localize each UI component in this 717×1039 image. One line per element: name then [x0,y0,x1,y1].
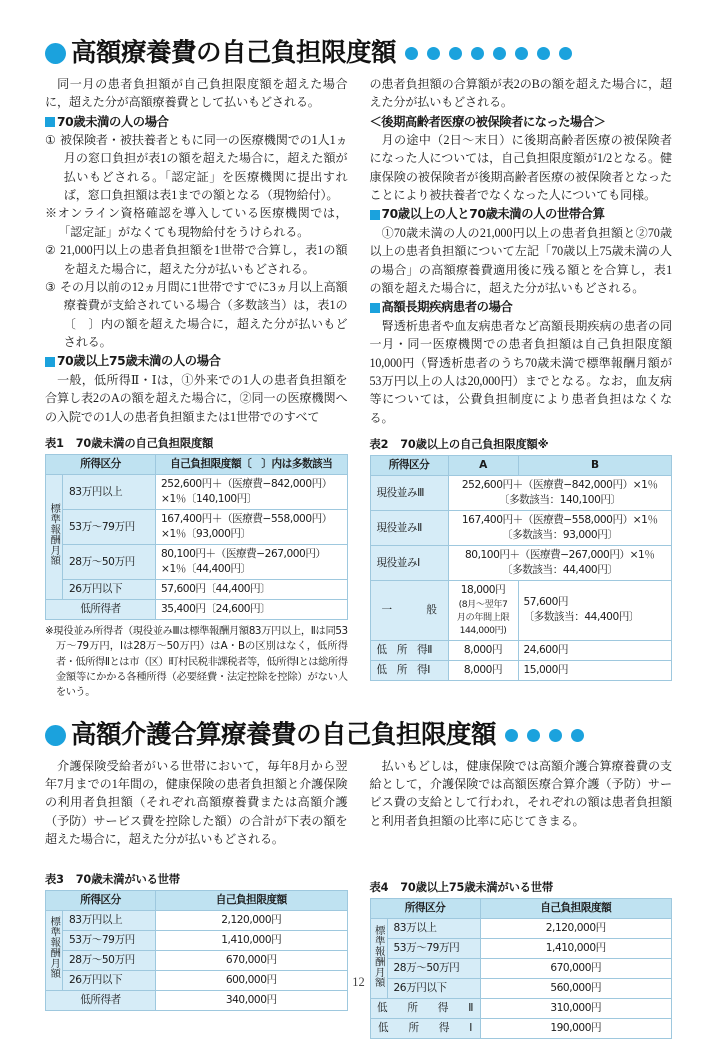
table-3-caption [45,871,348,887]
table-2-header-income: 所得区分 [370,456,448,476]
paragraph-gassan: ①70歳未満の人の21,000円以上の患者負担額と②70歳以上の患者負担額について左記「70歳以上75歳未満の人の場合」の高額療養費適用後に残る額とを合算し，表1の額を超えた場合に，超えた分が払いもどされる。 [369,225,672,296]
value-line-2: 〔多数該当：140,100円〕 [498,494,621,507]
list-marker: ② [45,243,56,258]
dot-icon [493,47,506,60]
dot-icon [505,729,518,742]
paragraph-kouki: 月の途中（2日〜末日）に後期高齢者医療の被保険者になった人については，自己負担限度額が1/2となる。健康保険の被保険者が後期高齢者医療の被保険者となったことにより被扶養者でなくなった人についても同様。 [369,132,672,203]
table-row [370,546,672,581]
table-4-caption-text: 70歳以上75歳未満がいる世帯 [400,881,553,895]
left-column-2 [45,757,348,1039]
dot-icon [405,47,418,60]
table-row [370,919,672,939]
table-row [46,600,348,620]
table-3-bracket-3: 26万円以下 [63,970,156,990]
table-4-low-label-0: 低 所 得 Ⅱ [370,999,480,1019]
table-row [370,511,672,546]
table-row [370,999,672,1019]
table-2-low-a-1: 8,000円 [448,660,518,680]
table-3-value-3: 600,000円 [156,970,347,990]
note-online-verification: ※オンライン資格確認を導入している医療機関では，「認定証」がなくても現物給付をうけられる。 [45,206,348,239]
table-3-bracket-0: 83万円以上 [63,910,156,930]
table-2-general-b [518,581,672,640]
table-4-bracket-1: 53万〜79万円 [387,939,480,959]
vertical-label-text: 標準報酬月額 [372,925,385,988]
table-row [46,990,348,1010]
list-item-text: 被保険者・被扶養者ともに同一の医療機関での1人1ヵ月の窓口負担が表1の額を超えた場合に，超えた額が払いもどされる。「認定証」を医療機関に提出すれば，窓口負担額は表1までの額となる（現物給付）。 [59,132,348,203]
paragraph-70-to-75: 一般，低所得Ⅱ・Ⅰは，①外来での1人の患者負担額を合算し表2のAの額を超えた場合に，②同一の医療機関への入院での1人の患者負担額または1世帯でのすべて [45,372,348,424]
dot-icon [537,47,550,60]
subheading-label: 高額長期疾病患者の場合 [381,300,513,315]
table-3-header-limit: 自己負担限度額 [156,890,347,910]
table-2-value-0 [448,476,672,511]
dot-icon [571,729,584,742]
table-3-value-0: 2,120,000円 [156,910,347,930]
table-3-caption-text: 70歳未満がいる世帯 [75,872,180,886]
general-label-left: 一 [381,603,392,616]
table-4-bracket-0: 83万以上 [387,919,480,939]
table-row [46,475,348,510]
table-1-footnote: ※現役並み所得者（現役並みⅢは標準報酬月額83万円以上，Ⅱは同53万〜79万円，Ⅰは28万〜50万円）はA・Bの区別はなく，低所得者・低所得Ⅱとは市（区）町村民税非課税者等，低所得Ⅰとは総所得金額等にかかる各種所得（必要経費・法定控除を控除）がない人をいう。 [45,625,348,698]
table-2-header-a: A [448,456,518,476]
subheading-label: 70歳以上の人と70歳未満の人の世帯合算 [381,207,605,222]
value-line-2: ×1％〔140,100円〕 [161,493,257,506]
general-b-line-1: 57,600円 [523,596,569,609]
list-marker: ③ [45,279,56,294]
section-2-title: 高額介護合算療養費の自己負担限度額 [71,719,497,750]
table-3-header-income: 所得区分 [46,890,156,910]
table-3-bracket-2: 28万〜50万円 [63,950,156,970]
dot-icon [527,729,540,742]
general-b-line-2: 〔多数該当：44,400円〕 [523,611,640,624]
general-a-line-4: 144,000円) [459,625,507,637]
angle-heading-kouki: ＜後期高齢者医療の被保険者になった場合＞ [369,114,606,129]
table-row [46,510,348,545]
table-1-bracket-2: 28万〜50万円 [63,545,156,580]
table-1-bracket-3: 26万円以下 [63,580,156,600]
dot-icon [449,47,462,60]
table-4-value-0: 2,120,000円 [480,919,671,939]
table-3 [45,890,348,1011]
subheading-70-to-75 [45,352,348,370]
table-row-header [370,899,672,919]
table-3-value-1: 1,410,000円 [156,930,347,950]
heading-dot-row [505,729,584,742]
table-4-value-3: 560,000円 [480,979,671,999]
table-row [46,930,348,950]
right-column-2 [370,757,673,1039]
value-line-1: 252,600円＋（医療費−842,000円） [161,478,332,491]
dot-icon [427,47,440,60]
section-1-title: 高額療養費の自己負担限度額 [71,38,397,68]
square-bullet-icon [370,210,380,220]
general-label-right: 般 [426,603,437,616]
list-item-3 [45,278,348,352]
table-1-caption [45,435,348,451]
table-row [370,581,672,640]
table-2-low-b-1: 15,000円 [518,660,672,680]
right-column [370,75,673,700]
left-column [45,75,348,700]
table-1-vertical-label [46,475,63,600]
table-4-caption [370,879,673,895]
table-row [46,910,348,930]
table-3-caption-number: 表3 [45,872,64,886]
table-4-bracket-2: 28万〜50万円 [387,959,480,979]
list-item-2 [45,241,348,278]
subheading-under-70 [45,113,348,131]
table-4-value-1: 1,410,000円 [480,939,671,959]
value-line-2: ×1％〔44,400円〕 [161,563,251,576]
table-row [370,660,672,680]
value-line-1: 167,400円＋（医療費−558,000円）×1％ [461,514,658,527]
table-2-low-b-0: 24,600円 [518,640,672,660]
general-label-spread [375,603,444,618]
table-2-low-label-1: 低 所 得Ⅰ [370,660,448,680]
vertical-label-text: 標準報酬月額 [48,916,61,979]
table-1 [45,454,348,620]
section-2-right-paragraph: 払いもどしは，健康保険では高額介護合算療養費の支給として，介護保険では高額医療合算介護（予防）サービス費の支給として行われ，それぞれの額は患者負担額と利用者負担額の比率に応じてきまる。 [369,758,672,828]
table-row [46,950,348,970]
heading-bullet-icon [45,43,66,64]
general-a-line-3: 月の年間上限 [456,612,510,624]
section-1-columns [45,75,672,700]
table-2-label-general [370,581,448,640]
vertical-label-text: 標準報酬月額 [48,503,61,566]
table-1-caption-text: 70歳未満の自己負担限度額 [75,437,214,451]
general-a-line-2: (8月〜翌年7 [458,599,508,611]
table-1-bracket-1: 53万〜79万円 [63,510,156,545]
table-row [46,580,348,600]
list-item-1 [45,131,348,205]
dot-icon [549,729,562,742]
table-row [46,545,348,580]
subheading-long-term-illness [370,298,673,316]
table-3-low-income-label: 低所得者 [46,990,156,1010]
table-1-value-1 [156,510,347,545]
heading-dot-row [405,47,572,60]
table-row-header [46,890,348,910]
intro-paragraph: 同一月の患者負担額が自己負担限度額を超えた場合に，超えた分が高額療養費として払いもどされる。 [45,76,348,110]
table-4-bracket-3: 26万円以下 [387,979,480,999]
subheading-household-aggregation [370,205,673,223]
table-3-value-2: 670,000円 [156,950,347,970]
table-1-low-income-label: 低所得者 [46,600,156,620]
table-1-bracket-0: 83万円以上 [63,475,156,510]
section-1-heading [45,40,672,67]
table-row [370,640,672,660]
value-line-1: 252,600円＋（医療費−842,000円）×1％ [461,479,658,492]
table-2-value-2 [448,546,672,581]
general-a-line-1: 18,000円 [460,584,506,597]
table-4-low-label-1: 低 所 得 Ⅰ [370,1019,480,1039]
table-1-caption-number: 表1 [45,437,64,451]
heading-bullet-icon [45,725,66,746]
table-4-value-2: 670,000円 [480,959,671,979]
value-line-2: ×1％〔93,000円〕 [161,528,251,541]
table-1-header-income: 所得区分 [46,455,156,475]
square-bullet-icon [45,357,55,367]
table-3-bracket-1: 53万〜79万円 [63,930,156,950]
value-line-2: 〔多数該当：93,000円〕 [501,529,618,542]
table-2-general-a [448,581,518,640]
dot-icon [471,47,484,60]
table-row [370,1019,672,1039]
square-bullet-icon [370,303,380,313]
section-2-left-paragraph: 介護保険受給者がいる世帯において，毎年8月から翌年7月までの1年間の，健康保険の患者負担額と介護保険の利用者負担額（それぞれ高額療養費または高額介護（予防）サービス費を控除した額）の合計が下表の額を超えた場合に，超えた分が払いもどされる。 [45,758,348,847]
dot-icon [515,47,528,60]
table-2-caption-number: 表2 [369,438,389,452]
section-2-heading [45,719,672,750]
table-2-label-0: 現役並みⅢ [370,476,448,511]
value-line-1: 80,100円＋（医療費−267,000円） [161,548,326,561]
value-line-1: 80,100円＋（医療費−267,000円）×1％ [465,549,655,562]
table-1-low-income-value: 35,400円〔24,600円〕 [156,600,347,620]
table-4-header-income: 所得区分 [370,899,480,919]
table-2-label-2: 現役並みⅠ [370,546,448,581]
table-4 [370,898,673,1039]
value-line-1: 167,400円＋（医療費−558,000円） [161,513,332,526]
list-item-text: その月以前の12ヵ月間に1世帯ですでに3ヵ月以上高額療養費が支給されている場合（多数該当）は，表1の〔 〕内の額を超えた場合に，超えた分が払いもどされる。 [59,279,348,350]
table-row [370,476,672,511]
table-row [370,939,672,959]
table-3-low-income-value: 340,000円 [156,990,347,1010]
table-4-low-value-1: 190,000円 [480,1019,671,1039]
table-4-low-value-0: 310,000円 [480,999,671,1019]
table-2-low-a-0: 8,000円 [448,640,518,660]
table-2-label-1: 現役並みⅡ [370,511,448,546]
table-2-header-b: B [518,456,672,476]
section-2-columns [45,757,672,1039]
table-1-header-limit: 自己負担限度額〔 〕内は多数該当 [156,455,347,475]
table-row-header [46,455,348,475]
table-1-value-0 [156,475,347,510]
table-4-header-limit: 自己負担限度額 [480,899,671,919]
table-2-caption-text: 70歳以上の自己負担限度額※ [400,438,549,452]
value-line-2: 〔多数該当：44,400円〕 [501,564,618,577]
square-bullet-icon [45,117,55,127]
table-row-header [370,456,672,476]
table-4-caption-number: 表4 [369,881,389,895]
list-marker: ① [45,132,56,147]
table-2-value-1 [448,511,672,546]
table-2-low-label-0: 低 所 得Ⅱ [370,640,448,660]
subheading-label: 70歳未満の人の場合 [57,114,169,129]
continued-paragraph: の患者負担額の合算額が表2のBの額を超えた場合に，超えた分が払いもどされる。 [369,76,672,110]
list-item-text: 21,000円以上の患者負担額を1世帯で合算し，表1の額を超えた場合に，超えた分が払いもどされる。 [60,243,348,276]
subheading-label: 70歳以上75歳未満の人の場合 [57,354,221,369]
dot-icon [559,47,572,60]
table-2 [370,455,673,681]
page-number: 12 [352,975,365,989]
paragraph-choki: 腎透析患者や血友病患者など高額長期疾病の患者の同一月・同一医療機関での患者負担額は自己負担限度額10,000円（腎透析患者のうち70歳未満で標準報酬月額が53万円以上の人は20,000円）までとなる。なお，血友病等については，公費負担制度により患者負担はなくなる。 [369,318,672,425]
table-1-value-2 [156,545,347,580]
table-1-value-3: 57,600円〔44,400円〕 [156,580,347,600]
table-2-caption [370,436,673,452]
